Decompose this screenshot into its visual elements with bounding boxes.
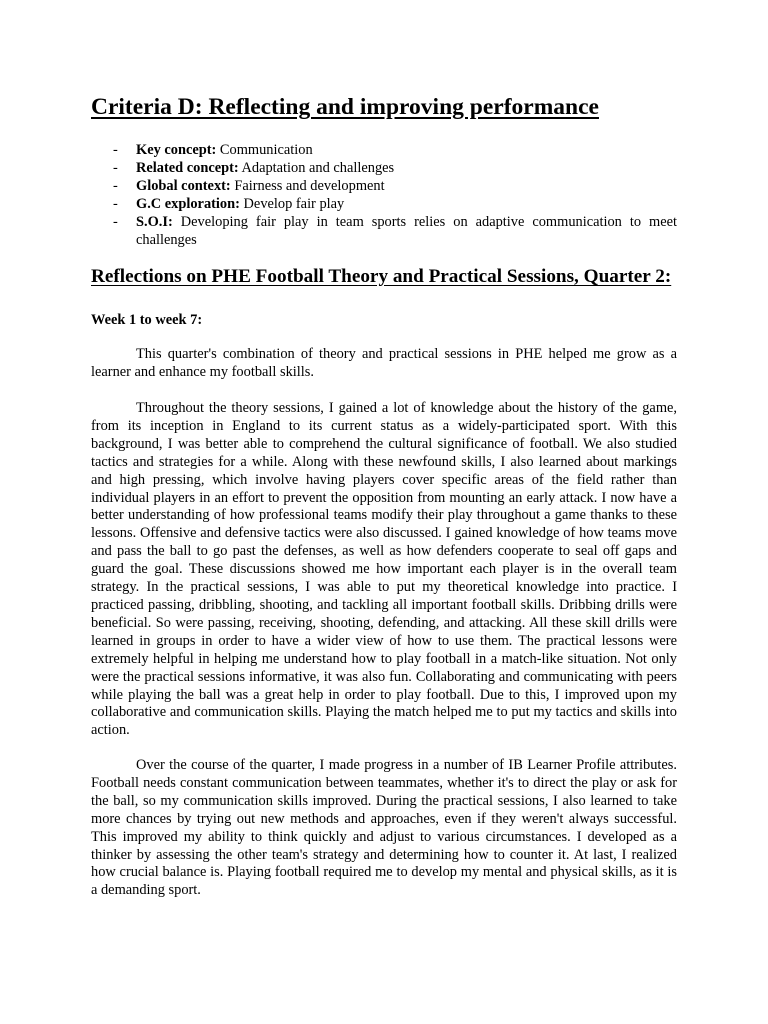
- concept-item-gc-exploration: [91, 195, 677, 213]
- page-title: Criteria D: Reflecting and improving performance: [91, 94, 599, 120]
- bullet-dash: -: [113, 196, 118, 212]
- bullet-dash: -: [113, 178, 118, 194]
- concept-list: [91, 141, 677, 249]
- concept-key: S.O.I:: [136, 214, 173, 230]
- concept-value: Communication: [216, 142, 313, 158]
- bullet-dash: -: [113, 214, 118, 230]
- concept-key: G.C exploration:: [136, 196, 240, 212]
- paragraph-learner-profile: Over the course of the quarter, I made progress in a number of IB Learner Profile attributes. Football needs constant communication between teammates, whether it's to direct the play or ask for the ball, so my communication skills improved. During the practical sessions, I also learned to take more chances by trying out new methods and approaches, even if they weren't always successful. This improved my ability to think quickly and adjust to various circumstances. I developed as a thinker by assessing the other team's strategy and determining how to counter it. At last, I realized how crucial balance is. Playing football required me to develop my mental and physical skills, as it is a demanding sport.: [91, 757, 677, 899]
- concept-key: Key concept:: [136, 142, 217, 158]
- concept-item-soi: [91, 213, 677, 249]
- week-heading: Week 1 to week 7:: [91, 312, 203, 328]
- concept-item-key-concept: [91, 141, 677, 159]
- concept-value: Adaptation and challenges: [238, 160, 395, 176]
- section-heading: Reflections on PHE Football Theory and Practical Sessions, Quarter 2:: [91, 266, 672, 287]
- concept-key: Global context:: [136, 178, 231, 194]
- bullet-dash: -: [113, 160, 118, 176]
- concept-item-related-concept: [91, 159, 677, 177]
- concept-key: Related concept:: [136, 160, 239, 176]
- paragraph-theory-practice: Throughout the theory sessions, I gained a lot of knowledge about the history of the game, from its inception in England to its current status as a widely-participated sport. With this background, I was better able to comprehend the cultural significance of football. We also studied tactics and strategies for a while. Along with these newfound skills, I also learned about markings and high pressing, which involve having players cover specific areas of the field rather than individual players in an effort to prevent the opposition from mounting an early attack. I now have a better understanding of how professional teams modify their play throughout a game thanks to these lessons. Offensive and defensive tactics were also discussed. I gained knowledge of how teams move and pass the ball to go past the defenses, as well as how defenders cooperate to seal off gaps and guard the goal. These discussions showed me how important each player is in the overall team strategy. In the practical sessions, I was able to put my theoretical knowledge into practice. I practiced passing, dribbling, shooting, and tackling all important football skills. Dribbing drills were beneficial. So were passing, receiving, shooting, defending, and attacking. All these skill drills were learned in groups in order to have a wider view of how to use them. The practical lessons were extremely helpful in helping me understand how to play football in a match-like situation. Not only were the practical sessions informative, it was also fun. Collaborating and communicating with peers while playing the ball was a great help in order to play football. Due to this, I improved upon my collaborative and communication skills. Playing the match helped me to put my tactics and skills into action.: [91, 400, 677, 739]
- concept-item-global-context: [91, 177, 677, 195]
- paragraph-intro: This quarter's combination of theory and practical sessions in PHE helped me grow as a learner and enhance my football skills.: [91, 346, 677, 380]
- concept-value: Developing fair play in team sports relies on adaptive communication to meet challenges: [136, 214, 677, 248]
- bullet-dash: -: [113, 142, 118, 158]
- concept-value: Develop fair play: [239, 196, 345, 212]
- concept-value: Fairness and development: [230, 178, 385, 194]
